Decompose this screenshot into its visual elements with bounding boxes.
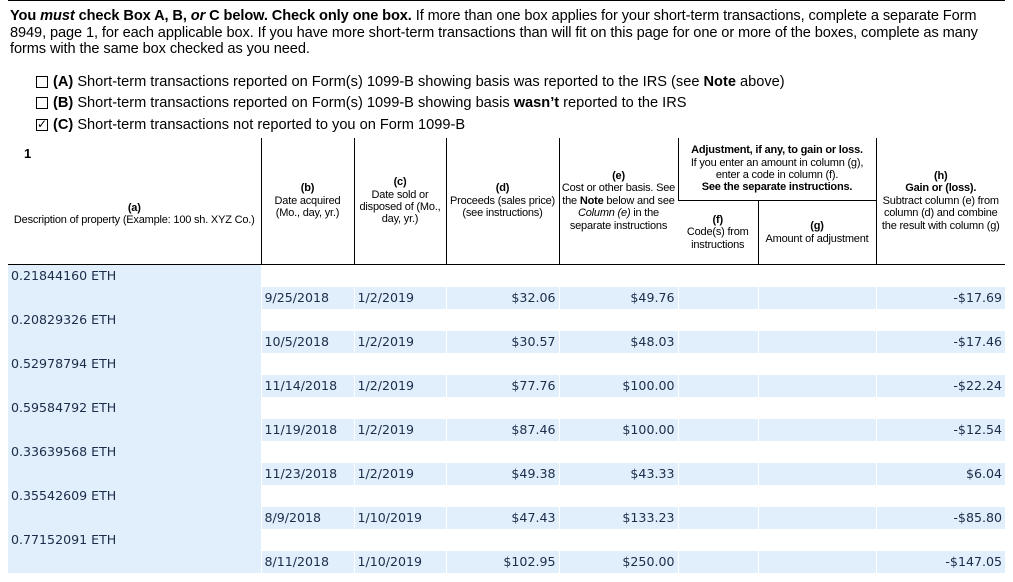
adjustment-header: Adjustment, if any, to gain or loss. If you enter an amount in column (g), enter a code in column (f). See the separate instructions. (678, 138, 876, 201)
spacer-cell (758, 397, 876, 419)
adjustment-code-cell[interactable] (678, 507, 758, 529)
description-cell[interactable]: 0.21844160 ETH (8, 265, 261, 288)
spacer-cell (678, 265, 758, 288)
gain-loss-cell[interactable]: -$12.54 (876, 419, 1005, 441)
cost-basis-cell[interactable]: $49.76 (559, 287, 678, 309)
adjustment-amount-cell[interactable] (758, 419, 876, 441)
col-b-header: (b) Date acquired (Mo., day, yr.) (261, 138, 354, 265)
table-row (8, 265, 1005, 288)
adjustment-code-cell[interactable] (678, 287, 758, 309)
spacer-cell (261, 265, 354, 288)
cost-basis-cell[interactable]: $100.00 (559, 375, 678, 397)
adjustment-amount-cell[interactable] (758, 507, 876, 529)
box-c-option[interactable] (36, 114, 996, 136)
table-row (8, 309, 1005, 331)
spacer-cell (678, 529, 758, 551)
spacer-cell (354, 353, 446, 375)
spacer-cell (876, 309, 1005, 331)
box-c-label: (C) Short-term transactions not reported to you on Form 1099-B (53, 116, 466, 133)
spacer-cell (354, 529, 446, 551)
box-b-option[interactable] (36, 93, 996, 115)
top-rule (8, 0, 1005, 1)
date-sold-cell[interactable]: 1/2/2019 (354, 331, 446, 353)
adjustment-amount-cell[interactable] (758, 331, 876, 353)
date-acquired-cell[interactable]: 10/5/2018 (261, 331, 354, 353)
description-cell[interactable]: 0.77152091 ETH (8, 529, 261, 551)
spacer-cell (559, 265, 678, 288)
date-acquired-cell[interactable]: 11/19/2018 (261, 419, 354, 441)
spacer-cell (758, 265, 876, 288)
spacer-cell (446, 441, 559, 463)
col-d-header: (d) Proceeds (sales price) (see instructions) (446, 138, 559, 265)
adjustment-amount-cell[interactable] (758, 287, 876, 309)
proceeds-cell[interactable]: $77.76 (446, 375, 559, 397)
spacer-cell (678, 441, 758, 463)
table-row (8, 463, 1005, 485)
spacer-cell (758, 441, 876, 463)
proceeds-cell[interactable]: $47.43 (446, 507, 559, 529)
col-e-header: (e) Cost or other basis. See the Note below and see Column (e) in the separate instructions (559, 138, 678, 265)
date-acquired-cell[interactable]: 8/11/2018 (261, 551, 354, 573)
table-row (8, 529, 1005, 551)
cost-basis-cell[interactable]: $100.00 (559, 419, 678, 441)
date-sold-cell[interactable]: 1/2/2019 (354, 463, 446, 485)
description-continuation-cell (8, 287, 261, 309)
proceeds-cell[interactable]: $30.57 (446, 331, 559, 353)
spacer-cell (261, 485, 354, 507)
date-sold-cell[interactable]: 1/10/2019 (354, 551, 446, 573)
table-row (8, 397, 1005, 419)
spacer-cell (446, 353, 559, 375)
box-a-label: (A) Short-term transactions reported on Form(s) 1099-B showing basis was reported to the IRS (see Note above) (53, 73, 785, 90)
adjustment-amount-cell[interactable] (758, 551, 876, 573)
spacer-cell (559, 353, 678, 375)
spacer-cell (559, 309, 678, 331)
adjustment-code-cell[interactable] (678, 375, 758, 397)
description-continuation-cell (8, 375, 261, 397)
table-row (8, 441, 1005, 463)
description-cell[interactable]: 0.59584792 ETH (8, 397, 261, 419)
description-cell[interactable]: 0.35542609 ETH (8, 485, 261, 507)
gain-loss-cell[interactable]: -$22.24 (876, 375, 1005, 397)
description-continuation-cell (8, 551, 261, 573)
col-f-header: (f) Code(s) from instructions (678, 201, 758, 265)
spacer-cell (758, 529, 876, 551)
col-a-header: 1 (a) Description of property (Example: 100 sh. XYZ Co.) (8, 138, 261, 265)
date-sold-cell[interactable]: 1/2/2019 (354, 375, 446, 397)
spacer-cell (559, 529, 678, 551)
spacer-cell (559, 397, 678, 419)
date-sold-cell[interactable]: 1/2/2019 (354, 419, 446, 441)
table-row (8, 419, 1005, 441)
description-continuation-cell (8, 419, 261, 441)
col-h-header: (h) Gain or (loss). Subtract column (e) from column (d) and combine the result with column (g) (876, 138, 1005, 265)
gain-loss-cell[interactable]: -$17.46 (876, 331, 1005, 353)
description-continuation-cell (8, 331, 261, 353)
spacer-cell (446, 485, 559, 507)
proceeds-cell[interactable]: $32.06 (446, 287, 559, 309)
spacer-cell (758, 309, 876, 331)
spacer-cell (876, 265, 1005, 288)
table-row (8, 485, 1005, 507)
description-cell[interactable]: 0.33639568 ETH (8, 441, 261, 463)
proceeds-cell[interactable]: $87.46 (446, 419, 559, 441)
proceeds-cell[interactable]: $49.38 (446, 463, 559, 485)
cost-basis-cell[interactable]: $133.23 (559, 507, 678, 529)
description-continuation-cell (8, 507, 261, 529)
cost-basis-cell[interactable]: $250.00 (559, 551, 678, 573)
proceeds-cell[interactable]: $102.95 (446, 551, 559, 573)
spacer-cell (354, 441, 446, 463)
spacer-cell (446, 529, 559, 551)
date-acquired-cell[interactable]: 9/25/2018 (261, 287, 354, 309)
description-cell[interactable]: 0.52978794 ETH (8, 353, 261, 375)
spacer-cell (354, 397, 446, 419)
spacer-cell (876, 353, 1005, 375)
spacer-cell (876, 441, 1005, 463)
cost-basis-cell[interactable]: $48.03 (559, 331, 678, 353)
box-c-checkbox[interactable] (36, 119, 48, 131)
spacer-cell (758, 485, 876, 507)
spacer-cell (678, 397, 758, 419)
description-continuation-cell (8, 463, 261, 485)
transactions-table (8, 138, 1005, 573)
spacer-cell (446, 309, 559, 331)
gain-loss-cell[interactable]: $6.04 (876, 463, 1005, 485)
spacer-cell (876, 397, 1005, 419)
box-a-checkbox[interactable] (36, 76, 48, 88)
date-acquired-cell[interactable]: 11/23/2018 (261, 463, 354, 485)
spacer-cell (678, 309, 758, 331)
box-b-label: (B) Short-term transactions reported on Form(s) 1099-B showing basis wasn’t reported to the IRS (53, 95, 687, 112)
spacer-cell (559, 485, 678, 507)
spacer-cell (354, 265, 446, 288)
spacer-cell (261, 529, 354, 551)
spacer-cell (261, 441, 354, 463)
date-sold-cell[interactable]: 1/2/2019 (354, 287, 446, 309)
instructions-paragraph: You must check Box A, B, or C below. Check only one box. If more than one box applies for your short-term transactions, complete a separate Form 8949, page 1, for each applicable box. If you have more short-term transactions than will fit on this page for one or more of the boxes, complete as many forms with the same box checked as you need. (10, 8, 978, 57)
adjustment-code-cell[interactable] (678, 331, 758, 353)
cost-basis-cell[interactable]: $43.33 (559, 463, 678, 485)
table-row (8, 353, 1005, 375)
adjustment-amount-cell[interactable] (758, 463, 876, 485)
col-c-header: (c) Date sold or disposed of (Mo., day, yr.) (354, 138, 446, 265)
date-acquired-cell[interactable]: 11/14/2018 (261, 375, 354, 397)
spacer-cell (446, 397, 559, 419)
table-row (8, 551, 1005, 573)
adjustment-amount-cell[interactable] (758, 375, 876, 397)
spacer-cell (261, 397, 354, 419)
date-acquired-cell[interactable]: 8/9/2018 (261, 507, 354, 529)
adjustment-code-cell[interactable] (678, 463, 758, 485)
spacer-cell (261, 309, 354, 331)
box-selection (36, 71, 996, 136)
box-a-option[interactable] (36, 71, 996, 93)
spacer-cell (678, 353, 758, 375)
adjustment-code-cell[interactable] (678, 419, 758, 441)
description-cell[interactable]: 0.20829326 ETH (8, 309, 261, 331)
table-row (8, 331, 1005, 353)
col-g-header: (g) Amount of adjustment (758, 201, 876, 265)
date-sold-cell[interactable]: 1/10/2019 (354, 507, 446, 529)
spacer-cell (876, 529, 1005, 551)
spacer-cell (354, 309, 446, 331)
line-number: 1 (24, 146, 32, 161)
box-b-checkbox[interactable] (36, 97, 48, 109)
table-row (8, 507, 1005, 529)
table-row (8, 287, 1005, 309)
spacer-cell (446, 265, 559, 288)
spacer-cell (354, 485, 446, 507)
spacer-cell (559, 441, 678, 463)
spacer-cell (876, 485, 1005, 507)
spacer-cell (678, 485, 758, 507)
spacer-cell (758, 353, 876, 375)
gain-loss-cell[interactable]: -$147.05 (876, 551, 1005, 573)
table-row (8, 375, 1005, 397)
spacer-cell (261, 353, 354, 375)
adjustment-code-cell[interactable] (678, 551, 758, 573)
gain-loss-cell[interactable]: -$85.80 (876, 507, 1005, 529)
gain-loss-cell[interactable]: -$17.69 (876, 287, 1005, 309)
